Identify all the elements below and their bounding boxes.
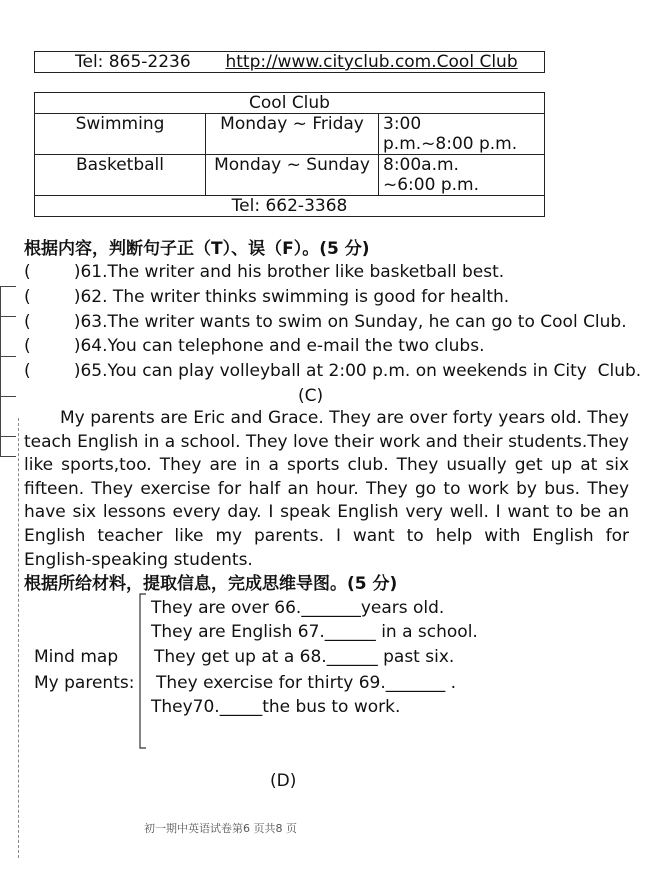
margin-tick (0, 436, 16, 437)
mindmap-item-68: They get up at a 68.______ past six. (154, 647, 455, 667)
margin-tick (0, 286, 16, 287)
margin-tick (0, 316, 16, 317)
margin-bracket (0, 286, 1, 456)
club-url[interactable]: http://www.cityclub.com.Cool Club (225, 52, 518, 72)
margin-tick (0, 356, 16, 357)
passage-line: English-speaking students. (24, 549, 253, 570)
mindmap-item-66: They are over 66._______years old. (151, 598, 445, 618)
binding-line (18, 418, 19, 858)
passage-line: My parents are Eric and Grace. They are over forty years old. They (60, 408, 629, 428)
mindmap-item-67: They are English 67.______ in a school. (151, 622, 478, 642)
table-cell: 8:00a.m. ~6:00 p.m. (379, 155, 545, 196)
question-65: ( )65.You can play volleyball at 2:00 p.m. on weekends in City Club. (24, 361, 642, 381)
table-cell: 3:00 p.m.~8:00 p.m. (379, 114, 545, 155)
table-title: Cool Club (35, 93, 545, 114)
margin-tick (0, 456, 16, 457)
passage-line: teach English in a school. They love their work and their students.They (24, 431, 629, 452)
passage (24, 407, 629, 572)
mindmap-bracket (134, 592, 148, 752)
table-cell: Monday ~ Sunday (206, 155, 379, 196)
table-cell: Basketball (35, 155, 206, 196)
mindmap-item-69: They exercise for thirty 69._______ . (156, 673, 457, 693)
section-b-instruction: 根据内容，判断句子正（T）、误（F）。(5 分) (24, 239, 370, 259)
passage-line: like sports,too. They are in a sports club. They usually get up at six (24, 455, 629, 476)
mindmap-item-70: They70._____the bus to work. (151, 697, 401, 717)
club-contact-box (34, 51, 545, 73)
table-cell: Swimming (35, 114, 206, 155)
section-c-instruction: 根据所给材料，提取信息，完成思维导图。(5 分) (24, 574, 398, 594)
passage-line: fifteen. They exercise for half an hour. They go to work by bus. They (24, 478, 629, 499)
page-footer: 初一期中英语试卷第6 页共8 页 (144, 822, 297, 835)
question-63: ( )63.The writer wants to swim on Sunday, he can go to Cool Club. (24, 312, 627, 332)
question-61: ( )61.The writer and his brother like basketball best. (24, 262, 505, 282)
section-d-label: (D) (270, 771, 297, 791)
table-cell: Monday ~ Friday (206, 114, 379, 155)
margin-tick (0, 396, 16, 397)
club-phone: Tel: 865-2236 (75, 52, 191, 72)
mindmap-label: Mind map (34, 647, 119, 667)
question-62: ( )62. The writer thinks swimming is good for health. (24, 287, 510, 307)
mindmap-label: My parents: (34, 673, 135, 693)
section-c-label: (C) (298, 386, 324, 406)
club-schedule-table (34, 92, 545, 217)
passage-line: English teacher like my parents. I want to help with English for (24, 525, 629, 546)
question-64: ( )64.You can telephone and e-mail the two clubs. (24, 336, 485, 356)
passage-line: have six lessons every day. I speak English very well. I want to be an (24, 502, 629, 523)
table-footer-phone: Tel: 662-3368 (35, 196, 545, 217)
